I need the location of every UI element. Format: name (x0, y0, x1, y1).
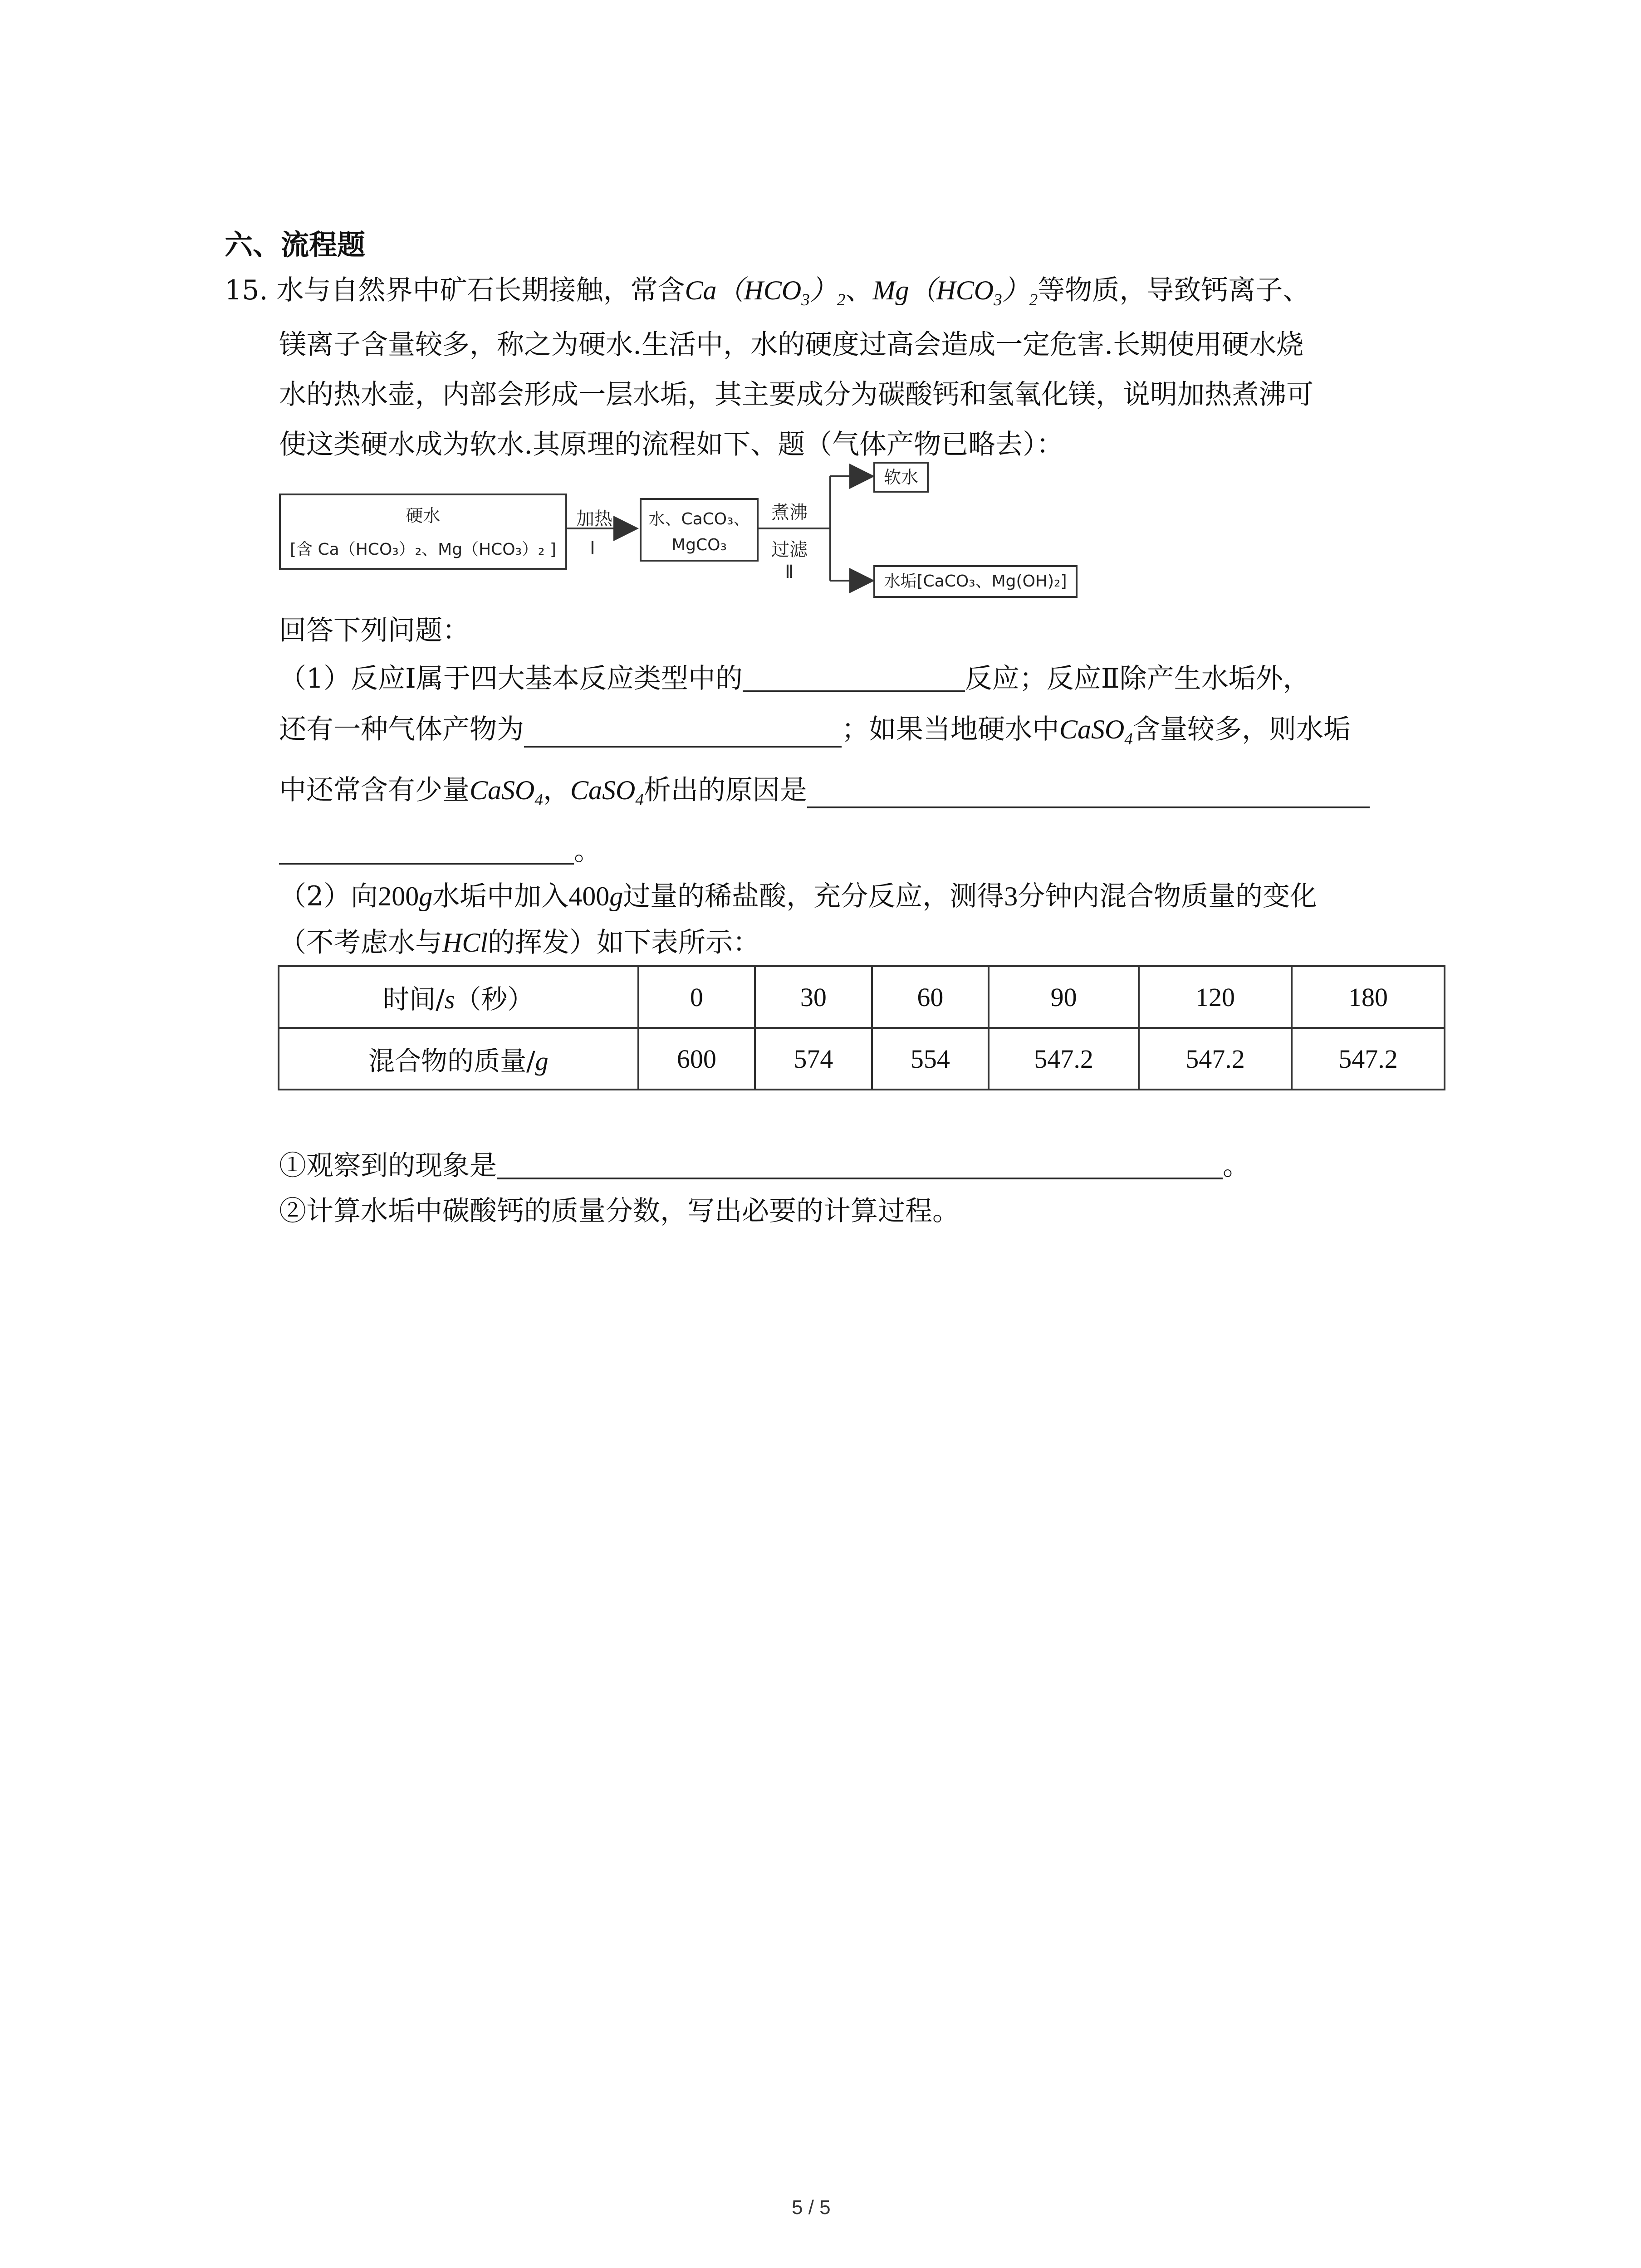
part2-line-1: （2）向200g水垢中加入400g过量的稀盐酸，充分反应，测得3分钟内混合物质量的变化 (279, 880, 1318, 912)
question-line-3: 水的热水壶，内部会形成一层水垢，其主要成分为碳酸钙和氢氧化镁，说明加热煮沸可 (279, 379, 1313, 411)
step2-label-boil: 煮沸 (771, 502, 808, 523)
answer-blank-precipitation-reason[interactable] (807, 782, 1370, 808)
formula-mg-hco3: $Mg(HCO_3)_2$ (872, 275, 1038, 309)
step1-label: 加热 (576, 508, 612, 529)
table-cell-time: 180 (1292, 966, 1445, 1028)
scale-box: 水垢[CaCO₃、Mg(OH)₂] (873, 565, 1078, 598)
part1-line-2: 还有一种气体产物为 ；如果当地硬水中CaSO$_4$含量较多，则水垢 (279, 714, 1351, 748)
table-row-mass (279, 1028, 1445, 1090)
part2-line-2: （不考虑水与HCl的挥发）如下表所示： (279, 927, 760, 958)
row-label-time: 时间/s（秒） (279, 966, 638, 1028)
table-cell-time: 0 (638, 966, 755, 1028)
table-cell-time: 90 (989, 966, 1139, 1028)
question-line-1 (225, 274, 1310, 309)
part1-line-4: 。 (279, 837, 601, 865)
intro-text: 等物质，导致钙离子、 (1038, 274, 1310, 306)
table-row-time (279, 966, 1445, 1028)
answer-prompt: 回答下列问题： (279, 615, 470, 646)
formula-caso4: CaSO$_4$ (1059, 714, 1133, 748)
intro-text: 水与自然界中矿石长期接触，常含 (276, 274, 685, 306)
part2-sub1: ①观察到的现象是 。 (279, 1150, 1250, 1182)
hard-water-detail: [含 Ca（HCO₃）₂、Mg（HCO₃）₂ ] (290, 540, 556, 559)
table-cell-time: 120 (1139, 966, 1292, 1028)
part1-line-1: （1）反应Ⅰ属于四大基本反应类型中的 反应；反应Ⅱ除产生水垢外， (279, 663, 1310, 694)
question-line-2: 镁离子含量较多，称之为硬水.生活中，水的硬度过高会造成一定危害.长期使用硬水烧 (279, 329, 1304, 361)
table-cell-mass: 554 (872, 1028, 989, 1090)
intermediate-line-1: 水、CaCO₃、 (648, 510, 750, 528)
part1-line-3: 中还常含有少量CaSO$_4$，CaSO$_4$析出的原因是 (279, 777, 1370, 808)
answer-blank-precipitation-reason-cont[interactable] (279, 838, 574, 865)
hard-water-box (279, 494, 567, 570)
row-label-mass: 混合物的质量/g (279, 1028, 638, 1090)
intermediate-box (640, 498, 759, 562)
table-cell-mass: 600 (638, 1028, 755, 1090)
table-cell-mass: 547.2 (989, 1028, 1139, 1090)
intermediate-line-2: MgCO₃ (671, 536, 727, 554)
soft-water-box: 软水 (873, 462, 929, 493)
question-number: 15. (225, 274, 268, 306)
formula-caso4: CaSO$_4$ (570, 775, 644, 809)
table-cell-mass: 547.2 (1292, 1028, 1445, 1090)
answer-blank-reaction-type[interactable] (743, 666, 965, 692)
table-cell-time: 60 (872, 966, 989, 1028)
hard-water-title: 硬水 (406, 506, 441, 526)
answer-blank-gas-product[interactable] (524, 721, 842, 748)
section-title: 六、流程题 (225, 228, 366, 261)
table-cell-mass: 547.2 (1139, 1028, 1292, 1090)
table-cell-mass: 574 (755, 1028, 872, 1090)
formula-caso4: CaSO$_4$ (470, 775, 543, 809)
formula-ca-hco3: $Ca(HCO_3)_2$ (685, 275, 846, 309)
table-cell-time: 30 (755, 966, 872, 1028)
separator: 、 (845, 274, 873, 306)
answer-blank-observation[interactable] (497, 1153, 1223, 1179)
step2-label-filter: 过滤 (771, 539, 808, 560)
mass-change-table (278, 965, 1445, 1090)
part2-sub2: ②计算水垢中碳酸钙的质量分数，写出必要的计算过程。 (279, 1195, 960, 1227)
step2-number: Ⅱ (785, 562, 794, 582)
step1-number: Ⅰ (590, 538, 595, 559)
page-number: 5 / 5 (792, 2196, 831, 2219)
question-line-4: 使这类硬水成为软水.其原理的流程如下、题（气体产物已略去）： (279, 429, 1064, 460)
